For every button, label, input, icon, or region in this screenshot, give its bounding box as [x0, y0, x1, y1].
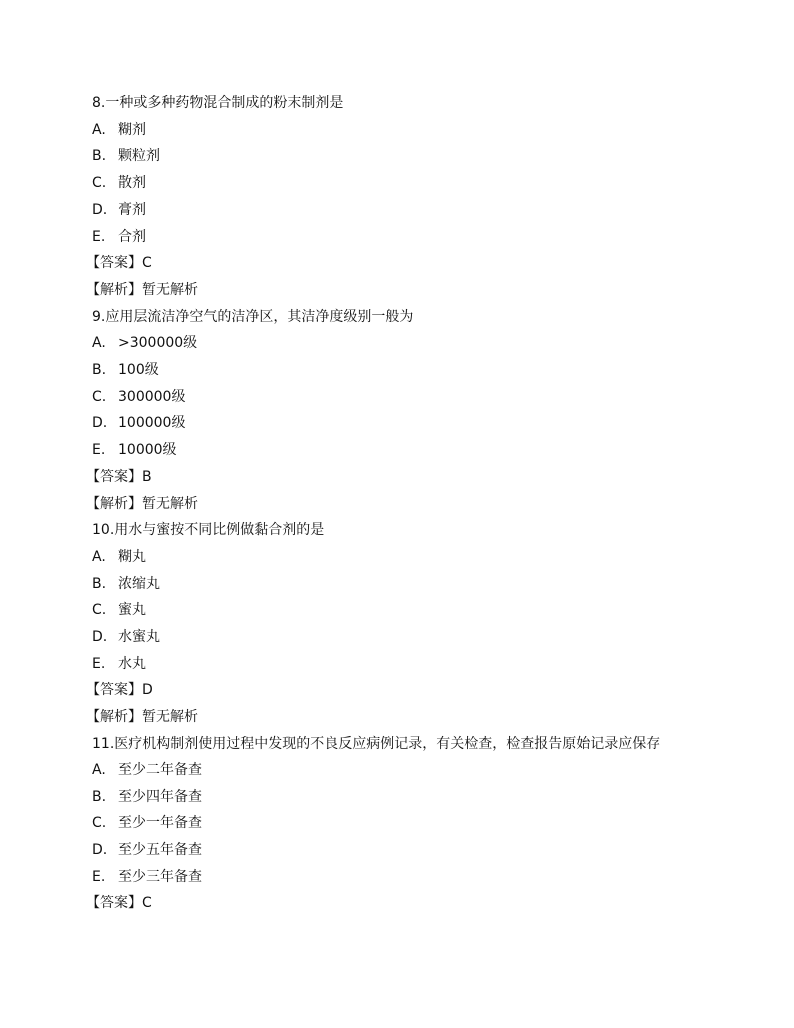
- option-a: [92, 117, 732, 144]
- option-text: 至少一年备查: [118, 815, 202, 832]
- option-letter: C.: [92, 602, 107, 619]
- question-block: [86, 304, 732, 518]
- question-block: [86, 731, 732, 917]
- option-e: [92, 864, 732, 891]
- option-letter: C.: [92, 388, 107, 405]
- option-letter: E.: [92, 228, 106, 245]
- option-text: 浓缩丸: [118, 575, 160, 592]
- option-letter: C.: [92, 175, 107, 192]
- option-b: [92, 571, 732, 598]
- question-text: 9.应用层流洁净空气的洁净区，其洁净度级别一般为: [92, 308, 414, 325]
- option-text: 至少四年备查: [118, 788, 202, 805]
- option-text: 300000级: [118, 388, 186, 405]
- option-c: [92, 384, 732, 411]
- option-a: [92, 757, 732, 784]
- option-text: 至少二年备查: [118, 761, 202, 778]
- option-text: 水丸: [118, 655, 146, 672]
- option-letter: D.: [92, 841, 108, 858]
- question-text: 8.一种或多种药物混合制成的粉末制剂是: [92, 95, 344, 111]
- option-letter: E.: [92, 868, 106, 885]
- question-block: [86, 90, 732, 304]
- option-text: 10000级: [118, 442, 177, 459]
- option-text: 糊丸: [118, 548, 146, 565]
- question-text: 11.医疗机构制剂使用过程中发现的不良反应病例记录，有关检查，检查报告原始记录应保存: [92, 735, 661, 752]
- option-d: [92, 624, 732, 651]
- option-c: [92, 170, 732, 197]
- option-b: [92, 357, 732, 384]
- option-e: [92, 651, 732, 678]
- option-d: [92, 410, 732, 437]
- option-a: [92, 544, 732, 571]
- option-e: [92, 224, 732, 251]
- option-b: [92, 143, 732, 170]
- option-text: 至少五年备查: [118, 841, 202, 858]
- answer-line: 【答案】D: [86, 682, 153, 699]
- question-text: 10.用水与蜜按不同比例做黏合剂的是: [92, 522, 325, 539]
- option-a: [92, 330, 732, 357]
- answer-line: 【答案】B: [86, 468, 152, 485]
- option-letter: C.: [92, 815, 107, 832]
- option-letter: B.: [92, 362, 107, 379]
- option-b: [92, 784, 732, 811]
- option-letter: B.: [92, 788, 107, 805]
- option-d: [92, 837, 732, 864]
- option-letter: D.: [92, 415, 108, 432]
- option-text: 糊剂: [118, 121, 146, 138]
- option-letter: D.: [92, 629, 108, 646]
- option-text: 膏剂: [118, 201, 146, 218]
- option-text: 水蜜丸: [118, 629, 160, 646]
- option-c: [92, 810, 732, 837]
- option-letter: A.: [92, 335, 106, 352]
- answer-line: 【答案】C: [86, 895, 152, 912]
- option-letter: E.: [92, 442, 106, 459]
- option-text: 散剂: [118, 175, 146, 192]
- option-c: [92, 597, 732, 624]
- document-page: [86, 90, 732, 917]
- option-text: >300000级: [118, 335, 198, 352]
- option-letter: E.: [92, 655, 106, 672]
- analysis-line: 【解析】暂无解析: [86, 495, 198, 512]
- option-text: 100000级: [118, 415, 186, 432]
- analysis-line: 【解析】暂无解析: [86, 709, 198, 726]
- option-letter: A.: [92, 121, 106, 138]
- analysis-line: 【解析】暂无解析: [86, 281, 198, 298]
- answer-line: 【答案】C: [86, 255, 152, 272]
- option-text: 至少三年备查: [118, 868, 202, 885]
- option-letter: B.: [92, 148, 107, 165]
- option-letter: A.: [92, 761, 106, 778]
- option-text: 合剂: [118, 228, 146, 245]
- option-letter: D.: [92, 201, 108, 218]
- option-text: 100级: [118, 362, 159, 379]
- option-letter: A.: [92, 548, 106, 565]
- option-letter: B.: [92, 575, 107, 592]
- option-text: 颗粒剂: [118, 148, 160, 165]
- option-e: [92, 437, 732, 464]
- question-block: [86, 517, 732, 731]
- option-text: 蜜丸: [118, 602, 146, 619]
- option-d: [92, 197, 732, 224]
